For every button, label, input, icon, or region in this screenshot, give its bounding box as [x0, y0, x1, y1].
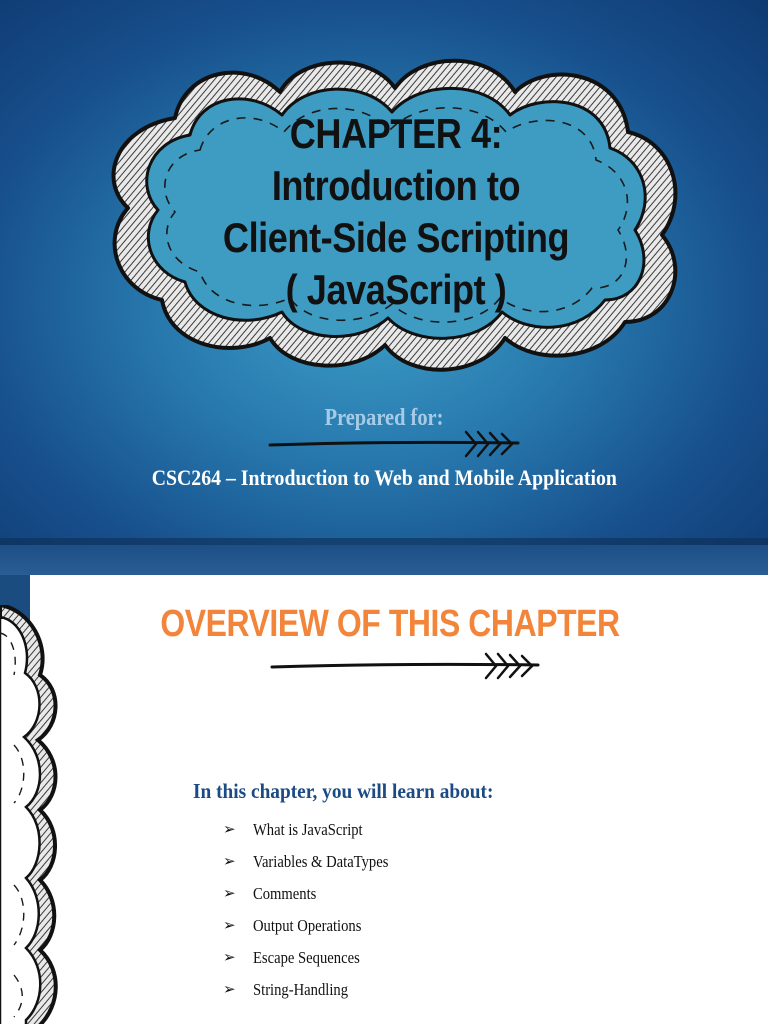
- topic-list: [223, 819, 410, 1011]
- topic-label: Output Operations: [253, 916, 362, 935]
- intro-heading: In this chapter, you will learn about:: [193, 779, 494, 803]
- title-line: Client-Side Scripting: [222, 214, 570, 261]
- slide-separator: [0, 545, 768, 575]
- list-item: [223, 851, 410, 883]
- arrow-bullet-icon: ➢: [223, 822, 236, 838]
- list-item: [223, 947, 410, 979]
- prepared-for-label: Prepared for:: [324, 405, 444, 431]
- topic-label: Comments: [253, 884, 317, 903]
- arrow-bullet-icon: ➢: [223, 950, 236, 966]
- list-item: [223, 819, 410, 851]
- arrow-bullet-icon: ➢: [223, 982, 236, 998]
- topic-label: Variables & DataTypes: [253, 852, 389, 871]
- title-line: CHAPTER 4:: [289, 110, 503, 157]
- arrow-bullet-icon: ➢: [223, 918, 236, 934]
- topic-label: String-Handling: [253, 980, 349, 999]
- title-line: Introduction to: [271, 162, 521, 209]
- title-line: ( JavaScript ): [285, 266, 507, 313]
- list-item: [223, 915, 410, 947]
- arrow-divider-icon: [270, 650, 550, 684]
- overview-slide: [0, 575, 768, 1024]
- side-cloud-icon: [0, 605, 90, 1024]
- course-name: CSC264 – Introduction to Web and Mobile Application: [151, 465, 617, 490]
- topic-label: Escape Sequences: [253, 948, 360, 967]
- overview-title: OVERVIEW OF THIS CHAPTER: [160, 603, 620, 645]
- topic-label: What is JavaScript: [253, 820, 363, 839]
- list-item: [223, 883, 410, 915]
- arrow-bullet-icon: ➢: [223, 886, 236, 902]
- list-item: [223, 979, 410, 1011]
- chapter-title: [202, 108, 591, 316]
- arrow-bullet-icon: ➢: [223, 854, 236, 870]
- arrow-divider-icon: [268, 428, 528, 462]
